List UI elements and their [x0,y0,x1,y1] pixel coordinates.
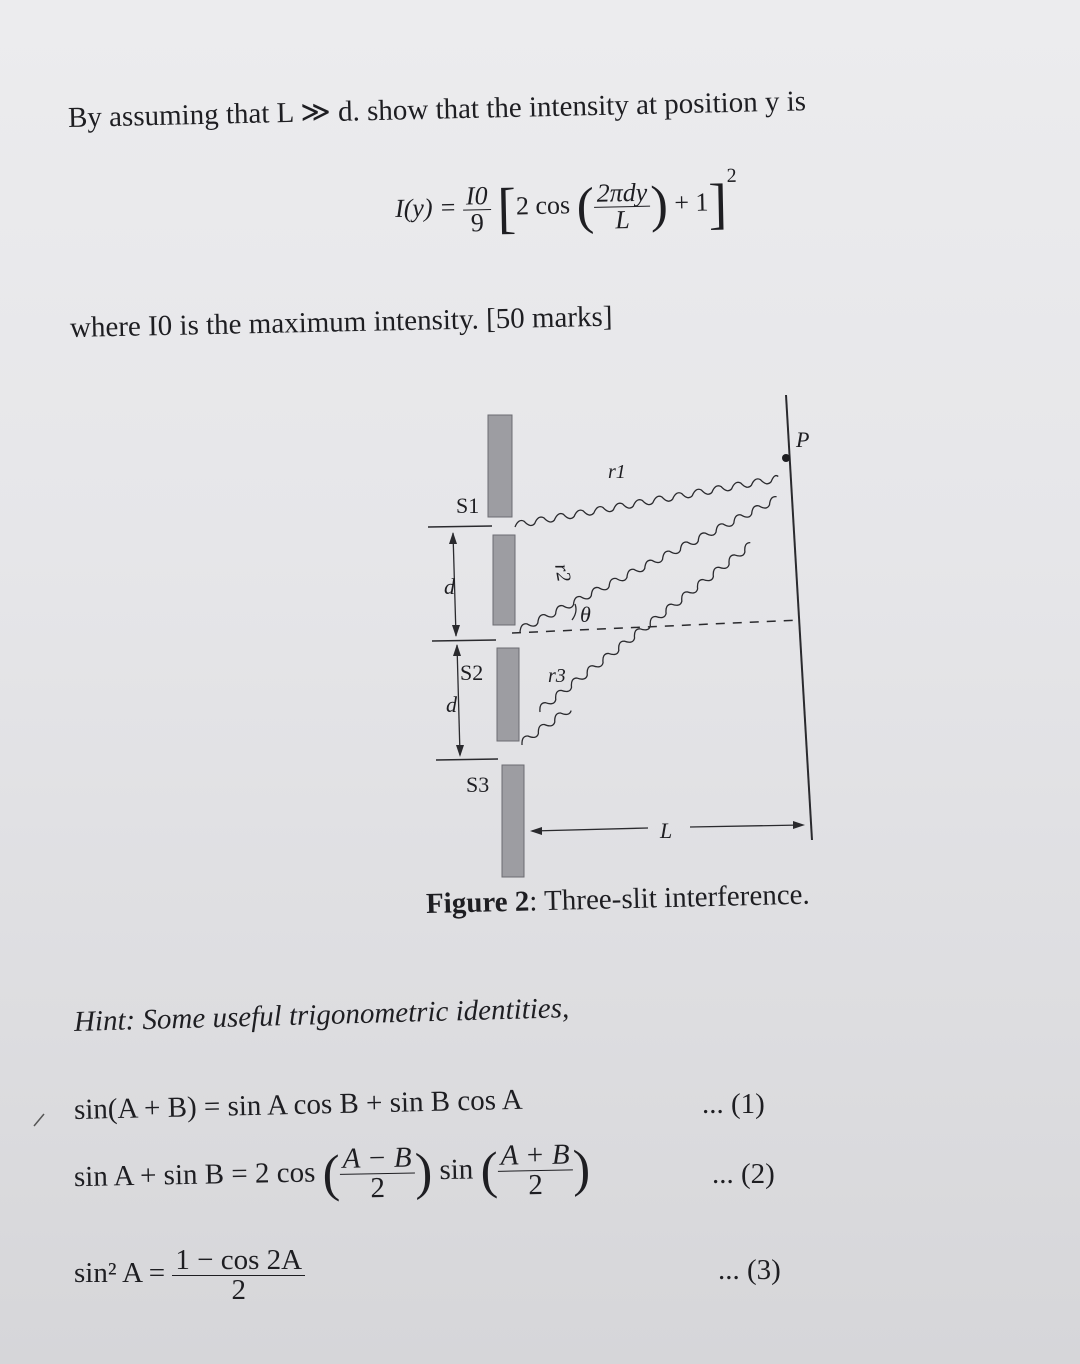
label-p: P [796,427,810,452]
label-s1: S1 [456,493,480,518]
where-text: where I0 is the maximum intensity. [50 marks] [69,300,613,344]
identity-3-number [718,1254,781,1287]
label-l: L [660,818,673,843]
equation-paren-open: ( [576,177,595,236]
barrier-lower [497,648,519,741]
equation-plus-one: + 1 [673,187,709,218]
barrier-top [488,415,512,517]
equation-cos: 2 cos [515,190,571,221]
three-slit-figure [0,380,1080,880]
wave-r1 [514,475,779,528]
identity-1 [74,1084,523,1127]
label-r3: r3 [548,665,566,687]
s1-marker [428,526,492,527]
hint-title [74,992,570,1039]
intensity-equation [394,165,737,239]
identity-3 [74,1246,305,1305]
identity-2-paren-2-close: ) [572,1140,591,1198]
equation-paren-close: ) [649,176,669,234]
equation-frac-num: I0 [463,183,491,211]
equation-inner-frac [593,179,651,233]
equation-inner-den: L [614,204,631,234]
intro-text: By assuming that L ≫ d. show that the intensity at position y is [67,85,807,134]
identity-2-frac-1-num: A − B [339,1143,415,1174]
hint-title-text: Hint: Some useful trigonometric identities, [73,992,570,1038]
identity-2-frac-2-den: 2 [528,1169,544,1202]
identity-2-paren-1-open: ( [322,1145,341,1203]
label-s3: S3 [466,772,490,797]
identity-3-frac [172,1246,305,1305]
equation-frac-den: 9 [470,207,485,237]
identity-2-paren-1-close: ) [414,1143,433,1201]
point-p [782,454,790,462]
identity-2-frac-2 [497,1140,573,1200]
identity-1-number [702,1088,765,1121]
identity-3-lhs: sin² A = [74,1257,166,1290]
equation-exponent: 2 [726,164,737,188]
label-r2: r2 [550,562,575,584]
equation-bracket-open: [ [496,177,517,240]
label-d-lower: d [446,692,457,717]
identity-2-frac-1 [339,1143,415,1203]
s3-marker [436,759,498,760]
equation-bracket-close: ] [707,173,728,236]
label-r1: r1 [608,461,626,483]
identity-3-frac-num: 1 − cos 2A [172,1246,305,1276]
figure-caption [426,879,811,921]
equation-inner-num: 2πdy [593,179,650,207]
margin-tick-mark [30,1110,50,1130]
identity-2 [73,1140,590,1209]
identity-3-number-text: ... (3) [718,1254,781,1286]
figure-caption-text: : Three-slit interference. [528,878,811,918]
l-dimension-left [532,828,648,831]
identity-2-frac-2-num: A + B [497,1140,573,1171]
equation-lhs: I(y) = [394,192,457,223]
identity-2-lhs: sin A + sin B = 2 cos [73,1156,316,1194]
equation-i0-over-9 [463,180,492,237]
identity-1-text: sin(A + B) = sin A cos B + sin B cos A [73,1083,523,1126]
label-theta: θ [580,602,591,627]
identity-2-paren-2-open: ( [479,1142,499,1200]
wave-r3 [519,706,572,746]
l-dimension-right [690,825,802,827]
figure-caption-label: Figure 2 [425,885,530,920]
intro-line [68,83,807,135]
label-d-upper: d [444,574,455,599]
label-s2: S2 [460,660,484,685]
identity-3-frac-den: 2 [231,1274,246,1306]
identity-2-frac-1-den: 2 [370,1172,386,1205]
s2-marker [432,640,496,641]
barrier-middle [493,535,515,625]
identity-2-number-text: ... (2) [712,1158,775,1190]
where-line [70,301,613,345]
identity-2-number [712,1158,775,1191]
identity-2-mid: sin [439,1153,474,1187]
screen-line [786,395,812,840]
center-dashed-line [512,620,800,633]
barrier-bottom [502,765,524,877]
identity-1-number-text: ... (1) [702,1088,765,1120]
